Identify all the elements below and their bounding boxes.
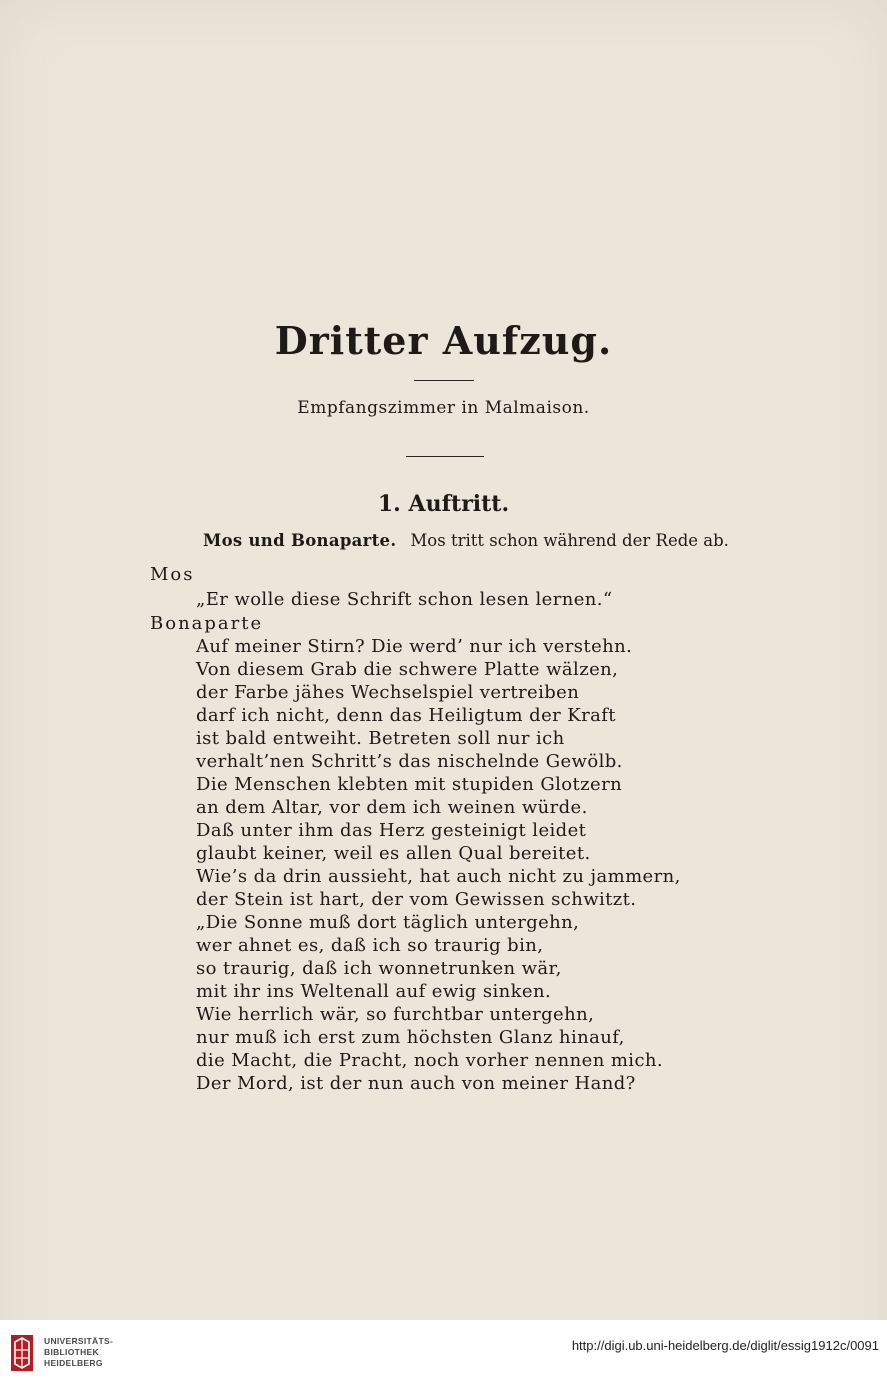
verse-line: „Er wolle diese Schrift schon lesen lernen.“ xyxy=(196,589,613,610)
divider-rule xyxy=(414,380,474,381)
stage-characters: Mos und Bonaparte. xyxy=(203,531,397,550)
verse-line: verhalt’nen Schritt’s das nischelnde Gewölb. xyxy=(196,751,623,772)
verse-line: der Farbe jähes Wechselspiel vertreiben xyxy=(196,682,580,703)
verse-line: Die Menschen klebten mit stupiden Glotzern xyxy=(196,774,623,795)
scene-heading: 1. Auftritt. xyxy=(377,491,510,517)
verse-line: Wie’s da drin aussieht, hat auch nicht zu jammern, xyxy=(196,866,681,887)
speaker-name: Mos xyxy=(150,564,195,585)
verse-line: Auf meiner Stirn? Die werd’ nur ich verstehn. xyxy=(196,636,633,657)
digitization-footer xyxy=(0,1320,887,1391)
stage-direction-line xyxy=(203,531,729,550)
permalink-url[interactable]: http://digi.ub.uni-heidelberg.de/diglit/essig1912c/0091 xyxy=(571,1338,879,1353)
verse-line: glaubt keiner, weil es allen Qual bereitet. xyxy=(196,843,591,864)
university-library-logo-icon xyxy=(10,1334,34,1372)
library-name: UNIVERSITÄTS- BIBLIOTHEK HEIDELBERG xyxy=(44,1336,114,1368)
verse-line: nur muß ich erst zum höchsten Glanz hinauf, xyxy=(196,1027,625,1048)
stage-direction: Mos tritt schon während der Rede ab. xyxy=(410,531,729,550)
verse-line: Wie herrlich wär, so furchtbar untergehn, xyxy=(196,1004,595,1025)
verse-line: Daß unter ihm das Herz gesteinigt leidet xyxy=(196,820,587,841)
verse-line: Der Mord, ist der nun auch von meiner Hand? xyxy=(196,1073,636,1094)
act-title: Dritter Aufzug. xyxy=(274,318,613,363)
divider-rule xyxy=(406,456,484,457)
speaker-name: Bonaparte xyxy=(150,613,264,634)
scene-setting: Empfangszimmer in Malmaison. xyxy=(297,398,590,418)
verse-line: „Die Sonne muß dort täglich untergehn, xyxy=(196,912,580,933)
verse-line: mit ihr ins Weltenall auf ewig sinken. xyxy=(196,981,552,1002)
verse-line: so traurig, daß ich wonnetrunken wär, xyxy=(196,958,562,979)
verse-line: an dem Altar, vor dem ich weinen würde. xyxy=(196,797,588,818)
verse-line: Von diesem Grab die schwere Platte wälzen, xyxy=(196,659,619,680)
verse-line: der Stein ist hart, der vom Gewissen schwitzt. xyxy=(196,889,637,910)
verse-line: wer ahnet es, daß ich so traurig bin, xyxy=(196,935,544,956)
verse-line: darf ich nicht, denn das Heiligtum der Kraft xyxy=(196,705,616,726)
verse-line: die Macht, die Pracht, noch vorher nennen mich. xyxy=(196,1050,664,1071)
verse-line: ist bald entweiht. Betreten soll nur ich xyxy=(196,728,565,749)
